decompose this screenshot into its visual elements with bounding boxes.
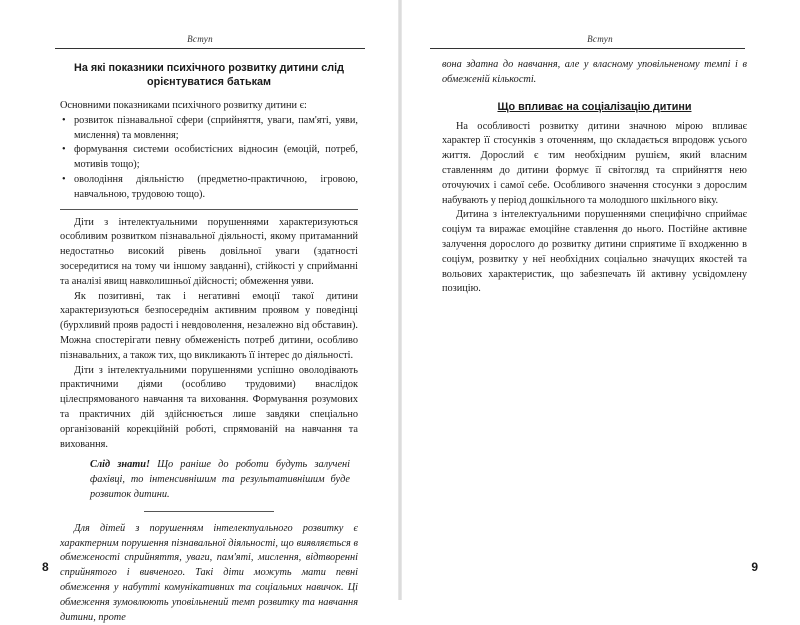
paragraph: Діти з інтелектуальними порушеннями характеризуються особливим розвитком пізнавальної діяльності, якому притаманний недостатньо високий рівень довільної уваги (здатності зосередитися на тому чи іншому завданні), стійкості у сприйманні та аналізі явищ навколишньої дійсності; обмеження уяви.: [60, 216, 358, 287]
note-text: Що раніше до роботи будуть залучені фахівці, то інтенсивнішим та результативнішим буде розвиток дитини.: [90, 459, 350, 500]
list-item: • оволодіння діяльністю (предметно-практичною, ігровою, навчальною, трудовою тощо).: [60, 173, 358, 203]
continuation-text: вона здатна до навчання, але у власному уповільненому темпі і в обмеженій кількості.: [442, 59, 747, 85]
page-number: 8: [42, 560, 49, 574]
intro-text: Основними показниками психічного розвитку дитини є:: [60, 100, 307, 111]
header-rule: [55, 48, 365, 49]
list-item: • формування системи особистісних відносин (емоцій, потреб, мотивів тощо);: [60, 143, 358, 173]
italic-block: [442, 58, 747, 88]
right-page-body: [442, 58, 747, 297]
italic-block: [60, 522, 358, 625]
header-rule: [430, 48, 745, 49]
paragraph: Дитина з інтелектуальними порушеннями специфічно сприймає соціум та виражає емоційне ставлення до нього. Постійне активне залучення дорослого до розвитку дитини сприятиме її входженню в соціум, розвитку у неї необхідних соціально значущих якостей та вольових характеристик, що забезпечать їй активну усвідомлену позицію.: [442, 209, 747, 295]
note-lead: Слід знати!: [90, 459, 150, 471]
left-page: [0, 0, 400, 623]
list-item: • розвиток пізнавальної сфери (сприйняття, уваги, пам'яті, уяви, мислення) та мовлення;: [60, 114, 358, 144]
section-heading: Що впливає на соціалізацію дитини: [497, 100, 692, 113]
divider: [60, 209, 358, 210]
running-head: Вступ: [587, 34, 613, 44]
running-head: Вступ: [187, 34, 213, 44]
page-number: 9: [751, 560, 758, 574]
paragraph: Для дітей з порушенням інтелектуального розвитку є характерним порушення пізнавальної діяльності, що виявляється в обмеженості сприйняття, уваги, пам'яті, мислення, відтворенні сприйнятого і вивченого. Такі діти можуть мати певні обмеження у набутті комунікативних та соціальних навичок. Ці обмеження зумовлюють уповільнений темп розвитку та навчання дитини, проте: [60, 522, 358, 623]
indicator-list: [60, 114, 358, 203]
note-block: [90, 458, 350, 502]
left-page-body: [60, 58, 358, 625]
divider: [144, 511, 274, 512]
paragraph: На особливості розвитку дитини значною мірою впливає характер її стосунків з оточенням, що складається впродовж усього життя. Дорослий є тим необхідним рушієм, який власним ставленням до дитини формує її світогляд та сприйняття нею оточуючих і самої себе. Особливого значення стосунки з дорослим набувають у період дошкільного та молодшого шкільного віку.: [442, 120, 747, 206]
section-heading: На які показники психічного розвитку дитини слід орієнтуватися батькам: [74, 62, 344, 88]
right-page: [400, 0, 800, 600]
paragraph: Діти з інтелектуальними порушеннями успішно оволодівають практичними діями (особливо трудовими) внаслідок цілеспрямованого навчання та виховання. Формування розумових та практичних дій здійснюється лише завдяки спеціально організованій корекційній роботі, спрямованій на навчання та виховання.: [60, 364, 358, 450]
paragraph: Як позитивні, так і негативні емоції такої дитини характеризуються безпосереднім активним проявом у поведінці (бурхливий прояв радості і невдоволення, незалежно від обставин). Можна спостерігати певну обмеженість потреб дитини, особливо пізнавальних, а також тих, що викликають її інтерес до діяльності.: [60, 290, 358, 361]
